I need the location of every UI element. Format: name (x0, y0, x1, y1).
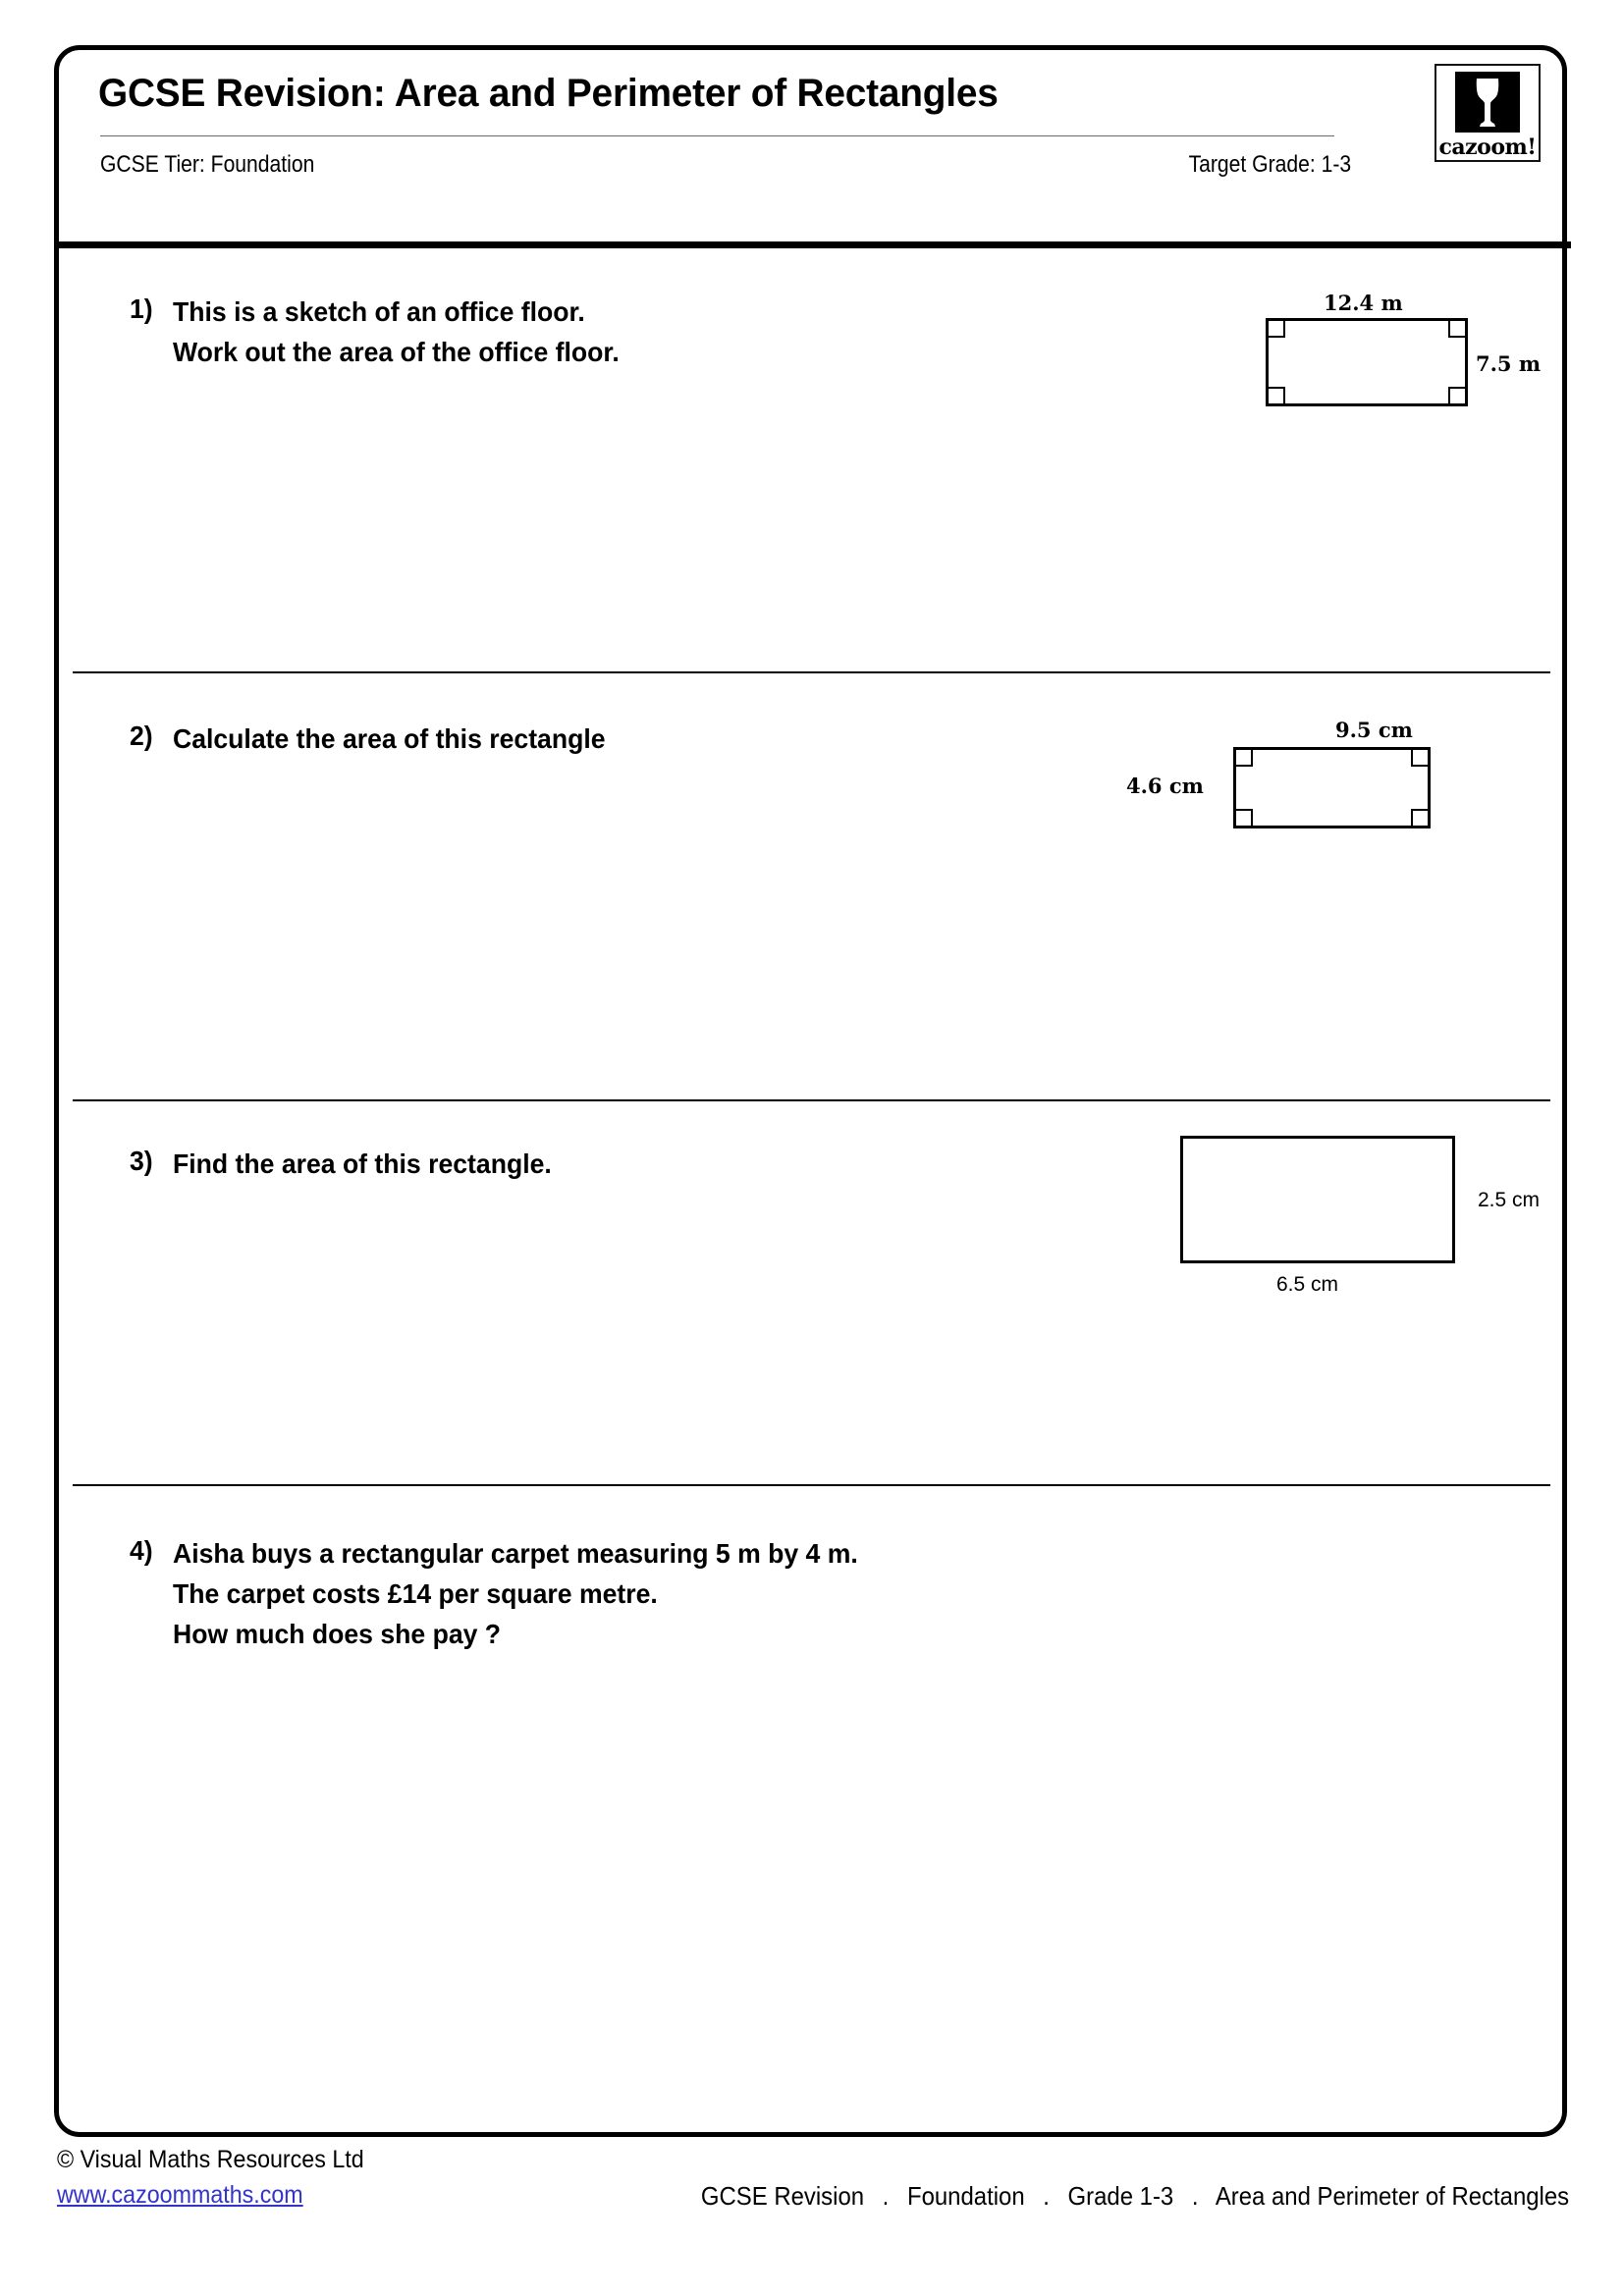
breadcrumb-part-1: GCSE Revision (700, 2181, 864, 2211)
breadcrumb-part-2: Foundation (906, 2181, 1025, 2211)
cazoom-logo-wordmark: cazoom! (1438, 134, 1537, 160)
cazoom-goblet-icon (1455, 72, 1520, 133)
question-4-line-2: The carpet costs £14 per square metre. (173, 1578, 658, 1609)
title-divider (100, 135, 1334, 136)
question-3-rectangle (1180, 1136, 1455, 1263)
question-2-rectangle (1233, 747, 1431, 828)
question-2-left-dimension: 4.6 cm (1126, 774, 1204, 798)
breadcrumb-part-4: Area and Perimeter of Rectangles (1215, 2181, 1569, 2211)
footer-copyright: © Visual Maths Resources Ltd (57, 2146, 364, 2173)
question-1-number: 1) (130, 294, 153, 324)
worksheet-header (59, 50, 1562, 241)
question-1-top-dimension: 12.4 m (1324, 291, 1403, 315)
question-3-diagram (1159, 1126, 1551, 1303)
question-3-number: 3) (130, 1146, 153, 1176)
right-angle-mark-icon (1236, 750, 1253, 767)
right-angle-mark-icon (1411, 809, 1428, 826)
header-thick-divider (58, 241, 1571, 248)
target-grade-label: Target Grade: 1-3 (1188, 151, 1351, 178)
right-angle-mark-icon (1236, 809, 1253, 826)
right-angle-mark-icon (1448, 387, 1465, 403)
breadcrumb-part-3: Grade 1-3 (1067, 2181, 1174, 2211)
cazoom-logo (1435, 64, 1541, 162)
question-4-line-3: How much does she pay ? (173, 1619, 502, 1649)
question-3-bottom-dimension: 6.5 cm (1276, 1273, 1339, 1296)
breadcrumb-separator: . (1191, 2181, 1199, 2211)
right-angle-mark-icon (1269, 321, 1285, 338)
question-3-right-dimension: 2.5 cm (1478, 1189, 1541, 1211)
question-2-number: 2) (130, 721, 153, 751)
footer-website-link[interactable]: www.cazoommaths.com (57, 2181, 303, 2209)
question-1-line-2: Work out the area of the office floor. (173, 337, 620, 367)
question-1-rectangle (1266, 318, 1468, 406)
question-1-line-1: This is a sketch of an office floor. (173, 296, 585, 327)
question-separator-1 (73, 671, 1550, 673)
question-4-line-1: Aisha buys a rectangular carpet measuring 5 m by 4 m. (173, 1538, 858, 1569)
question-1-diagram (1252, 291, 1542, 428)
worksheet-sheet (54, 45, 1567, 2137)
question-2-diagram (1124, 718, 1507, 855)
page-title: GCSE Revision: Area and Perimeter of Rectangles (98, 72, 999, 115)
question-3-line-1: Find the area of this rectangle. (173, 1148, 552, 1179)
right-angle-mark-icon (1269, 387, 1285, 403)
question-2-top-dimension: 9.5 cm (1335, 718, 1413, 742)
breadcrumb-separator: . (882, 2181, 890, 2211)
question-2-line-1: Calculate the area of this rectangle (173, 723, 606, 754)
worksheet-footer (0, 2146, 1624, 2264)
question-4-number: 4) (130, 1535, 153, 1566)
question-1-right-dimension: 7.5 m (1476, 351, 1542, 376)
tier-label: GCSE Tier: Foundation (100, 151, 315, 178)
right-angle-mark-icon (1448, 321, 1465, 338)
question-separator-3 (73, 1484, 1550, 1486)
breadcrumb (701, 2181, 1569, 2212)
breadcrumb-separator: . (1043, 2181, 1050, 2211)
question-separator-2 (73, 1099, 1550, 1101)
right-angle-mark-icon (1411, 750, 1428, 767)
